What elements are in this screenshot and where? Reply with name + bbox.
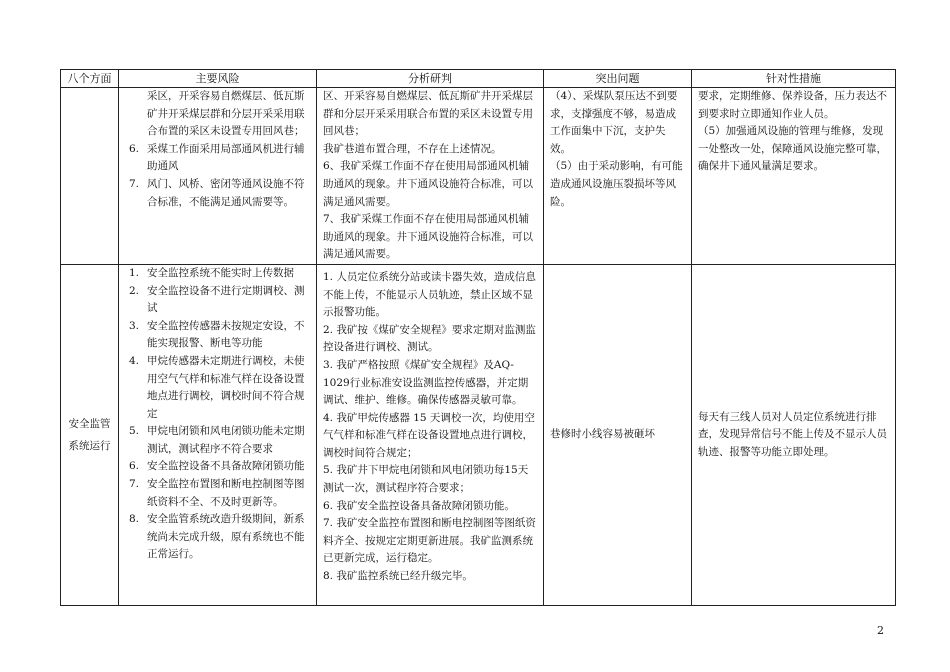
list-item xyxy=(119,458,316,476)
header-measures: 针对性措施 xyxy=(692,70,896,88)
risk-text: 采煤工作面采用局部通风机进行辅助通风 xyxy=(147,142,305,173)
risk-table-container xyxy=(60,69,895,606)
list-item xyxy=(119,283,316,318)
analysis-paragraph: 5. 我矿井下甲烷电闭锁和风电闭锁功每15天测试一次，测试程序符合要求； xyxy=(323,464,529,495)
aspect-cell: 安全监管系统运行 xyxy=(61,264,119,605)
analysis-paragraph: 2. 我矿按《煤矿安全规程》要求定期对监测监控设备进行调校、测试。 xyxy=(323,323,536,354)
table-row xyxy=(61,88,896,265)
problems-cell xyxy=(544,88,692,265)
list-item xyxy=(119,176,316,211)
header-risks: 主要风险 xyxy=(119,70,317,88)
risk-text: 甲烷传感器未定期进行调校，未使用空气气样和标准气样在设备设置地点进行调校，调校时间不符合规定 xyxy=(147,354,305,420)
item-number: 7. xyxy=(129,177,140,190)
list-item xyxy=(119,318,316,353)
analysis-paragraph: 8. 我矿监控系统已经升级完毕。 xyxy=(323,570,473,583)
analysis-paragraph: 7. 我矿安全监控布置图和断电控制图等图纸资料齐全、按规定定期更新进展。我矿监测系统已更新完成，运行稳定。 xyxy=(323,517,536,565)
problem-paragraph: （5）由于采动影响，有可能造成通风设施压裂损坏等风险。 xyxy=(550,160,683,208)
item-number: 6. xyxy=(129,460,140,473)
list-item xyxy=(119,476,316,511)
list-item xyxy=(119,511,316,564)
item-number: 5. xyxy=(129,425,140,438)
risk-text: 安全监控布置图和断电控制图等图纸资料不全、不及时更新等。 xyxy=(147,478,305,508)
item-number: 8. xyxy=(129,513,140,526)
list-item xyxy=(119,265,316,283)
problems-cell xyxy=(544,264,692,605)
header-problems: 突出问题 xyxy=(544,70,692,88)
risk-text: 采区，开采容易自燃煤层、低瓦斯矿井开采煤层群和分层开采采用联合布置的采区未设置专用回风巷； xyxy=(147,90,305,138)
analysis-paragraph: 6. 我矿安全监控设备具备故障闭锁功能。 xyxy=(323,499,515,512)
risk-text: 安全监控传感器未按规定安设，不能实现报警、断电等功能 xyxy=(147,319,305,350)
risks-cell xyxy=(119,88,317,265)
item-number: 3. xyxy=(129,319,140,332)
item-number: 4. xyxy=(129,354,140,367)
header-aspect: 八个方面 xyxy=(61,70,119,88)
list-item xyxy=(119,88,316,141)
risk-text: 甲烷电闭锁和风电闭锁功能未定期测试，测试程序不符合要求 xyxy=(147,425,305,455)
analysis-cell xyxy=(317,88,544,265)
analysis-paragraph: 7、我矿采煤工作面不存在使用局部通风机辅助通风的现象。井下通风设施符合标准，可以满足通风需要。 xyxy=(323,213,533,261)
risk-text: 安全监管系统改造升级期间，新系统尚未完成升级，原有系统也不能正常运行。 xyxy=(147,513,305,561)
risk-text: 风门、风桥、密闭等通风设施不符合标准，不能满足通风需要等。 xyxy=(147,177,305,208)
measure-paragraph: （5）加强通风设施的管理与维修，发现一处整改一处，保障通风设施完整可靠，确保井下通风量满足要求。 xyxy=(698,125,887,173)
analysis-paragraph: 4. 我矿甲烷传感器 15 天调校一次，均使用空气气样和标准气样在设备设置地点进行调校，调校时间符合规定； xyxy=(323,411,535,459)
aspect-cell xyxy=(61,88,119,265)
measures-cell xyxy=(692,264,896,605)
measure-paragraph: 每天有三线人员对人员定位系统进行排查，发现异常信号不能上传及不显示人员轨迹、报警等功能立即处理。 xyxy=(698,410,887,458)
analysis-paragraph: 6、我矿采煤工作面不存在使用局部通风机辅助通风的现象。井下通风设施符合标准，可以满足通风需要。 xyxy=(323,160,533,208)
risk-text: 安全监控系统不能实时上传数据 xyxy=(147,266,294,279)
risk-text: 安全监控设备不进行定期调校、测试 xyxy=(147,284,305,315)
item-number: 2. xyxy=(129,284,140,297)
analysis-cell xyxy=(317,264,544,605)
analysis-paragraph: 我矿巷道布置合理，不存在上述情况。 xyxy=(323,142,502,155)
problem-paragraph: 巷修时小线容易被砸坏 xyxy=(550,428,655,441)
page-number: 2 xyxy=(877,624,884,637)
item-number: 6. xyxy=(129,142,140,155)
header-row xyxy=(61,70,896,88)
risk-text: 安全监控设备不具备故障闭锁功能 xyxy=(147,460,305,473)
risks-cell xyxy=(119,264,317,605)
item-number: 7. xyxy=(129,478,140,491)
header-analysis: 分析研判 xyxy=(317,70,544,88)
measures-cell xyxy=(692,88,896,265)
list-item xyxy=(119,353,316,423)
measure-paragraph: 要求，定期维修、保养设备，压力表达不到要求时立即通知作业人员。 xyxy=(698,90,887,120)
problem-paragraph: （4）、采煤队泵压达不到要求，支撑强度不够，易造成工作面集中下沉，支护失效。 xyxy=(550,90,678,155)
list-item xyxy=(119,141,316,176)
list-item xyxy=(119,423,316,458)
analysis-paragraph: 区、开采容易自燃煤层、低瓦斯矿井开采煤层群和分层开采采用联合布置的采区未设置专用回风巷； xyxy=(323,90,533,138)
analysis-paragraph: 1. 人员定位系统分站或读卡器失效，造成信息不能上传，不能显示人员轨迹，禁止区域不显示报警功能。 xyxy=(323,270,536,319)
item-number: 1. xyxy=(129,266,140,279)
risk-table xyxy=(60,69,896,606)
table-row xyxy=(61,264,896,605)
analysis-paragraph: 3. 我矿严格按照《煤矿安全规程》及AQ-1029行业标准安设监测监控传感器，并定期调试、维护、维修。确保传感器灵敏可靠。 xyxy=(323,358,529,407)
